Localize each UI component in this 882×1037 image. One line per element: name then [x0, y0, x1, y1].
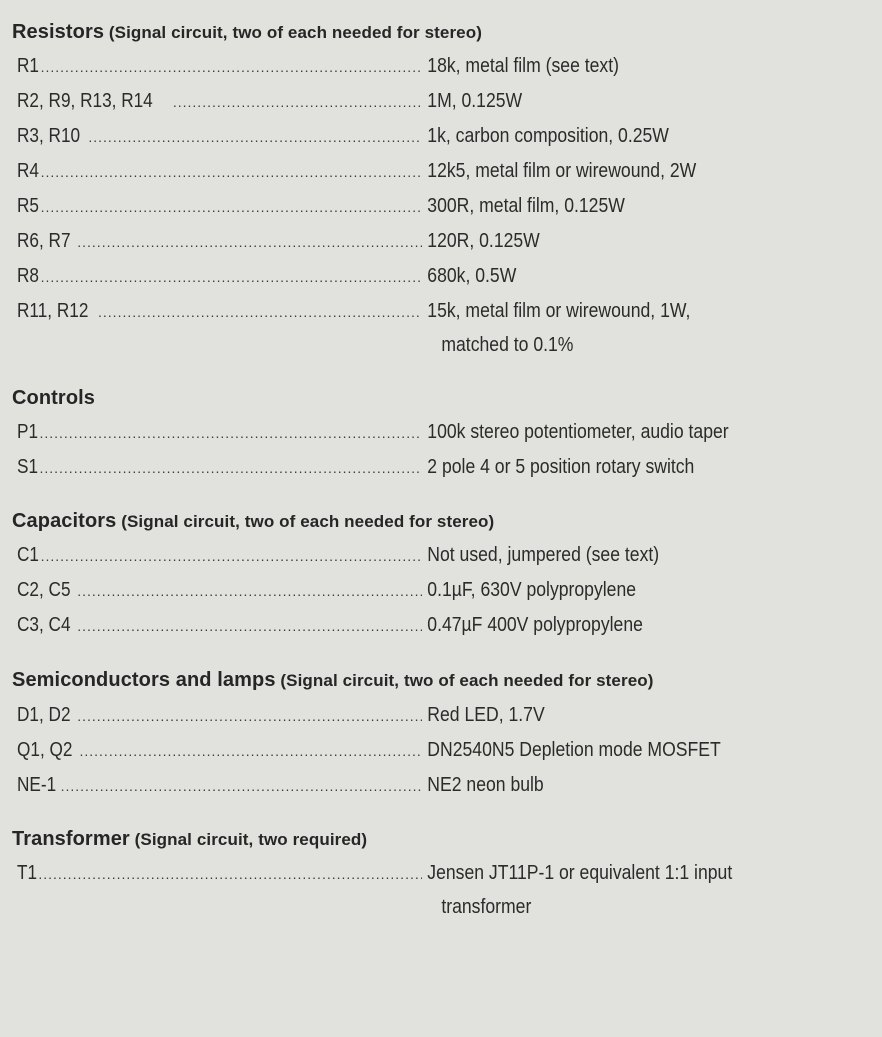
part-row [12, 733, 862, 768]
dot-leader [37, 190, 422, 224]
section-note: (Signal circuit, two of each needed for stereo) [116, 512, 495, 531]
part-row [12, 608, 862, 643]
part-ref: Q1, Q2 [17, 739, 73, 761]
section-heading [12, 384, 862, 413]
part-row [12, 450, 862, 485]
part-row [12, 294, 862, 362]
part-value: 120R, 0.125W [427, 230, 540, 252]
dot-leader [34, 857, 422, 891]
dot-leader [57, 769, 422, 803]
part-row [12, 224, 862, 259]
section-heading [12, 665, 862, 696]
part-value: DN2540N5 Depletion mode MOSFET [427, 739, 721, 761]
section-transformer [12, 825, 862, 924]
part-row [12, 415, 862, 450]
part-ref: R11, R12 [17, 300, 89, 322]
part-value: 0.1µF, 630V polypropylene [427, 579, 637, 601]
dot-leader [94, 295, 422, 329]
part-row [12, 84, 862, 119]
part-value: 1k, carbon composition, 0.25W [427, 125, 669, 147]
part-value [422, 294, 809, 362]
dot-leader [73, 574, 422, 608]
part-row [12, 119, 862, 154]
part-row [12, 856, 862, 924]
section-note: (Signal circuit, two required) [129, 830, 368, 849]
dot-leader [73, 609, 422, 643]
part-value: NE2 neon bulb [427, 774, 544, 796]
dot-leader [169, 85, 422, 119]
part-row [12, 573, 862, 608]
part-value: 300R, metal film, 0.125W [427, 195, 625, 217]
part-ref: R8 [17, 265, 39, 287]
section-capacitors [12, 507, 862, 643]
part-ref: C2, C5 [17, 579, 71, 601]
part-value: 18k, metal film (see text) [427, 55, 619, 77]
part-value-line2: transformer [441, 896, 532, 918]
part-ref: C3, C4 [17, 614, 71, 636]
part-row [12, 154, 862, 189]
part-row [12, 189, 862, 224]
dot-leader [35, 451, 422, 485]
dot-leader [73, 225, 422, 259]
section-title: Semiconductors and lamps [12, 669, 276, 691]
dot-leader [37, 539, 422, 573]
part-value: 12k5, metal film or wirewound, 2W [427, 160, 697, 182]
part-value-line1: Jensen JT11P-1 or equivalent 1:1 input [427, 862, 733, 884]
part-value-line1: 15k, metal film or wirewound, 1W, [427, 300, 691, 322]
section-heading [12, 507, 862, 536]
section-controls [12, 384, 862, 485]
dot-leader [35, 416, 422, 450]
part-ref: T1 [17, 862, 38, 884]
section-note: (Signal circuit, two of each needed for stereo) [104, 23, 482, 42]
section-note: (Signal circuit, two of each needed for stereo) [275, 671, 654, 690]
part-ref: R5 [17, 195, 39, 217]
section-title: Controls [12, 387, 96, 409]
part-ref: C1 [17, 544, 39, 566]
part-ref: S1 [17, 456, 39, 478]
part-row [12, 259, 862, 294]
section-title: Resistors [12, 21, 105, 43]
dot-leader [37, 155, 422, 189]
part-value: 1M, 0.125W [427, 90, 523, 112]
part-value [422, 856, 809, 924]
part-ref: NE-1 [17, 774, 57, 796]
part-value: Not used, jumpered (see text) [427, 544, 660, 566]
section-resistors [12, 18, 862, 362]
part-ref: R3, R10 [17, 125, 81, 147]
dot-leader [73, 699, 422, 733]
dot-leader [75, 734, 422, 768]
section-semiconductors [12, 665, 862, 803]
dot-leader [37, 50, 422, 84]
part-ref: R4 [17, 160, 39, 182]
part-value: Red LED, 1.7V [427, 704, 545, 726]
part-row [12, 538, 862, 573]
part-ref: R6, R7 [17, 230, 71, 252]
part-row [12, 49, 862, 84]
part-row [12, 698, 862, 733]
section-heading [12, 18, 862, 47]
part-value-line2: matched to 0.1% [441, 334, 574, 356]
part-value: 680k, 0.5W [427, 265, 517, 287]
section-heading [12, 825, 862, 854]
section-title: Transformer [12, 828, 130, 850]
section-title: Capacitors [12, 510, 117, 532]
dot-leader [84, 120, 422, 154]
part-ref: P1 [17, 421, 39, 443]
part-value: 2 pole 4 or 5 position rotary switch [427, 456, 695, 478]
part-value: 0.47µF 400V polypropylene [427, 614, 643, 636]
part-ref: R2, R9, R13, R14 [17, 90, 153, 112]
part-ref: D1, D2 [17, 704, 71, 726]
part-ref: R1 [17, 55, 39, 77]
dot-leader [37, 260, 422, 294]
part-row [12, 768, 862, 803]
part-value: 100k stereo potentiometer, audio taper [427, 421, 729, 443]
